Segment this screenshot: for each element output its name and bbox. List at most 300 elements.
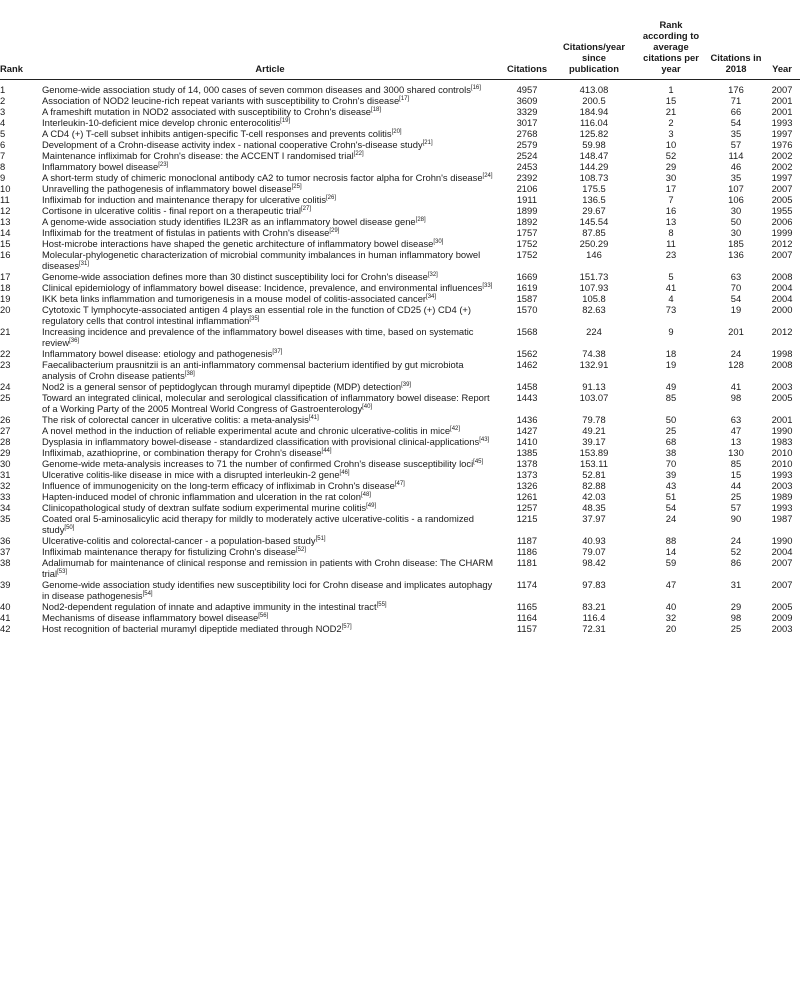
cell-rank-average: 5 (668, 270, 674, 282)
table-row (0, 414, 800, 425)
cell-citations-2018: 130 (728, 446, 744, 458)
article-title: Genome-wide association study identifies new susceptibility loci for Crohn disease and implicates autophagy in disease pathogenesis (42, 578, 493, 601)
cell-rank: 9 (0, 171, 6, 183)
cell-citations-2018: 201 (728, 325, 744, 337)
cell-citations-per-year: 49.21 (582, 424, 606, 436)
cell-citations: 1619 (516, 281, 538, 293)
cell-citations: 1165 (516, 600, 538, 612)
cell-article (40, 414, 500, 425)
cell-citations-per-year: 144.29 (579, 160, 609, 172)
cell-rank: 11 (0, 193, 10, 205)
cell-citations: 1436 (516, 413, 538, 425)
table-row (0, 535, 800, 546)
article-title: Host recognition of bacterial muramyl dipeptide mediated through NOD2 (42, 622, 342, 634)
cell-citations: 1899 (516, 204, 538, 216)
cell-year: 2000 (771, 303, 793, 315)
cell-article (40, 128, 500, 139)
cell-citations: 1186 (516, 545, 538, 557)
article-reference: [33] (482, 282, 493, 289)
cell-rank: 4 (0, 116, 6, 128)
cell-year: 1989 (771, 490, 793, 502)
table-row (0, 359, 800, 381)
cell-citations: 1587 (516, 292, 538, 304)
cell-rank: 22 (0, 347, 11, 359)
cell-citations: 2106 (516, 182, 538, 194)
article-title: Interleukin-10-deficient mice develop chronic enterocolitis (42, 116, 281, 128)
cell-rank: 35 (0, 512, 11, 524)
table-row (0, 128, 800, 139)
cell-citations-per-year: 29.67 (582, 204, 606, 216)
cell-rank: 10 (0, 182, 11, 194)
cell-article (40, 348, 500, 359)
article-reference: [57] (341, 623, 352, 630)
table-row (0, 95, 800, 106)
cell-rank-average: 13 (665, 215, 677, 227)
article-reference: [46] (339, 469, 350, 476)
cell-rank-average: 30 (665, 171, 677, 183)
cell-citations-per-year: 224 (586, 325, 602, 337)
article-reference: [24] (482, 172, 493, 179)
cell-year: 1993 (771, 116, 793, 128)
cell-article (40, 282, 500, 293)
article-reference: [23] (158, 161, 169, 168)
cell-rank: 31 (0, 468, 11, 480)
cell-rank-average: 32 (665, 611, 677, 623)
cell-article (40, 216, 500, 227)
cell-rank: 20 (0, 303, 11, 315)
cell-article (40, 425, 500, 436)
article-reference: [25] (291, 183, 302, 190)
cell-citations-2018: 57 (730, 501, 742, 513)
table-row (0, 546, 800, 557)
article-title: Genome-wide association study of 14, 000 cases of seven common diseases and 3000 shared controls (42, 83, 471, 95)
table-row (0, 117, 800, 128)
cell-citations-2018: 24 (730, 347, 742, 359)
table-row (0, 79, 800, 95)
cell-rank: 26 (0, 413, 11, 425)
cell-article (40, 359, 500, 381)
cell-citations: 1326 (516, 479, 538, 491)
cell-citations: 1443 (516, 391, 538, 403)
cell-year: 2010 (771, 457, 793, 469)
cell-citations-2018: 54 (730, 292, 742, 304)
cell-citations-2018: 90 (730, 512, 742, 524)
cell-rank: 23 (0, 358, 11, 370)
table-body (0, 79, 800, 634)
cell-article (40, 612, 500, 623)
article-title: A novel method in the induction of reliable experimental acute and chronic ulcerative-colitis in mice (42, 424, 451, 436)
cell-citations-per-year: 132.91 (579, 358, 609, 370)
article-title: Host-microbe interactions have shaped the genetic architecture of inflammatory bowel disease (42, 237, 434, 249)
cell-citations-per-year: 74.38 (582, 347, 606, 359)
table-row (0, 326, 800, 348)
article-reference: [50] (64, 524, 75, 531)
cell-citations: 1757 (516, 226, 538, 238)
article-reference: [31] (79, 260, 90, 267)
cell-citations: 1458 (516, 380, 538, 392)
cell-year: 2012 (771, 325, 793, 337)
cell-rank-average: 25 (665, 424, 677, 436)
article-title: Cortisone in ulcerative colitis - final report on a therapeutic trial (42, 204, 301, 216)
cell-year: 2007 (771, 578, 793, 590)
table-row (0, 238, 800, 249)
table-row (0, 458, 800, 469)
cell-article (40, 95, 500, 106)
cell-rank-average: 40 (665, 600, 677, 612)
article-title: Genome-wide meta-analysis increases to 71 the number of confirmed Crohn's disease susceptibility loci (42, 457, 474, 469)
article-reference: [20] (391, 128, 402, 135)
cell-article (40, 238, 500, 249)
cell-citations: 1157 (516, 622, 538, 634)
article-title: Unravelling the pathogenesis of inflammatory bowel disease (42, 182, 292, 194)
article-reference: [43] (479, 436, 490, 443)
article-title: The risk of colorectal cancer in ulcerative colitis: a meta-analysis (42, 413, 309, 425)
article-reference: [32] (427, 271, 438, 278)
cell-rank: 7 (0, 149, 6, 161)
cell-year: 2001 (771, 413, 793, 425)
article-reference: [22] (353, 150, 364, 157)
cell-citations: 2392 (516, 171, 538, 183)
table-row (0, 205, 800, 216)
cell-rank-average: 68 (665, 435, 677, 447)
cell-rank: 2 (0, 94, 6, 106)
article-reference: [34] (426, 293, 437, 300)
cell-rank: 40 (0, 600, 11, 612)
cell-year: 2008 (771, 358, 793, 370)
article-reference: [45] (473, 458, 484, 465)
article-reference: [26] (326, 194, 337, 201)
cell-article (40, 271, 500, 282)
article-reference: [38] (184, 370, 195, 377)
cell-rank: 42 (0, 622, 11, 634)
cell-article (40, 502, 500, 513)
cell-citations-per-year: 48.35 (582, 501, 606, 513)
table-row (0, 447, 800, 458)
cell-citations: 3609 (516, 94, 538, 106)
article-title: Inflammatory bowel disease (42, 160, 159, 172)
cell-citations: 1752 (516, 237, 538, 249)
cell-rank: 18 (0, 281, 11, 293)
cell-year: 1976 (771, 138, 793, 150)
cell-article (40, 205, 500, 216)
cell-citations-per-year: 151.73 (579, 270, 609, 282)
article-title: Coated oral 5-aminosalicylic acid therapy for mildly to moderately active ulcerative-colitis - a randomized study (42, 512, 474, 535)
cell-citations-2018: 136 (728, 248, 744, 260)
cell-year: 1993 (771, 468, 793, 480)
cell-rank-average: 18 (665, 347, 677, 359)
cell-year: 2002 (771, 160, 793, 172)
table-row (0, 392, 800, 414)
cell-rank-average: 70 (665, 457, 677, 469)
cell-article (40, 194, 500, 205)
cell-rank-average: 17 (665, 182, 677, 194)
cell-rank-average: 51 (665, 490, 677, 502)
cell-year: 2005 (771, 391, 793, 403)
cell-citations-2018: 47 (730, 424, 742, 436)
table-row (0, 249, 800, 271)
cell-rank-average: 1 (668, 83, 674, 95)
article-reference: [49] (366, 502, 377, 509)
article-title: Adalimumab for maintenance of clinical response and remission in patients with Crohn disease: The CHARM trial (42, 556, 494, 579)
cell-rank: 32 (0, 479, 11, 491)
table-row (0, 623, 800, 634)
table-row (0, 348, 800, 359)
cell-citations-per-year: 82.63 (582, 303, 606, 315)
cell-citations: 1164 (516, 611, 538, 623)
cell-citations-2018: 70 (730, 281, 742, 293)
cell-rank-average: 9 (668, 325, 674, 337)
article-reference: [28] (415, 216, 426, 223)
cell-citations-per-year: 72.31 (582, 622, 606, 634)
cell-year: 1983 (771, 435, 793, 447)
cell-year: 2010 (771, 446, 793, 458)
cell-article (40, 513, 500, 535)
cell-rank: 24 (0, 380, 11, 392)
cell-citations-2018: 85 (730, 457, 742, 469)
cell-citations-per-year: 82.88 (582, 479, 606, 491)
cell-citations-per-year: 37.97 (582, 512, 606, 524)
cell-article (40, 546, 500, 557)
cell-citations-per-year: 148.47 (579, 149, 609, 161)
cell-citations-per-year: 250.29 (579, 237, 609, 249)
article-title: A frameshift mutation in NOD2 associated with susceptibility to Crohn's disease (42, 105, 372, 117)
cell-citations-per-year: 146 (586, 248, 602, 260)
cell-citations-per-year: 116.04 (580, 116, 608, 128)
cell-rank-average: 20 (665, 622, 677, 634)
cell-year: 2004 (771, 292, 793, 304)
cell-citations-2018: 25 (730, 490, 742, 502)
cell-citations: 1562 (516, 347, 538, 359)
cell-citations: 2524 (516, 149, 538, 161)
cell-rank: 33 (0, 490, 11, 502)
cell-article (40, 183, 500, 194)
header-rank-average: Rank according to average citations per year (634, 0, 708, 79)
article-title: Molecular-phylogenetic characterization of microbial community imbalances in human inflammatory bowel diseases (42, 248, 481, 271)
table-row (0, 227, 800, 238)
cell-citations-per-year: 39.17 (582, 435, 606, 447)
article-reference: [16] (470, 84, 481, 91)
cell-citations: 3017 (516, 116, 538, 128)
cell-citations-2018: 66 (730, 105, 742, 117)
cell-year: 2002 (771, 149, 793, 161)
cell-year: 1990 (771, 424, 793, 436)
cell-rank-average: 15 (665, 94, 677, 106)
article-title: Clinicopathological study of dextran sulfate sodium experimental murine colitis (42, 501, 367, 513)
cell-rank-average: 50 (665, 413, 677, 425)
article-reference: [39] (401, 381, 412, 388)
cell-citations: 1911 (516, 193, 538, 205)
cell-citations-2018: 114 (728, 149, 744, 161)
cell-rank: 16 (0, 248, 11, 260)
cell-rank: 27 (0, 424, 11, 436)
cell-rank: 3 (0, 105, 6, 117)
cell-citations-2018: 128 (728, 358, 744, 370)
article-reference: [56] (258, 612, 269, 619)
cell-article (40, 623, 500, 634)
cell-rank: 28 (0, 435, 11, 447)
table-row (0, 491, 800, 502)
cell-rank-average: 43 (665, 479, 677, 491)
article-title: Clinical epidemiology of inflammatory bowel disease: Incidence, prevalence, and environmental influences (42, 281, 483, 293)
article-title: Inflammatory bowel disease: etiology and pathogenesis (42, 347, 273, 359)
cell-citations-per-year: 87.85 (582, 226, 606, 238)
cell-rank-average: 16 (665, 204, 677, 216)
table-row (0, 502, 800, 513)
cell-year: 2007 (771, 556, 793, 568)
cell-article (40, 117, 500, 128)
article-title: Influence of immunogenicity on the long-term efficacy of infliximab in Crohn's disease (42, 479, 395, 491)
cell-article (40, 447, 500, 458)
table-row (0, 282, 800, 293)
cell-rank-average: 49 (665, 380, 677, 392)
cell-year: 2003 (771, 479, 793, 491)
cell-year: 2001 (771, 94, 793, 106)
article-title: Cytotoxic T lymphocyte-associated antigen 4 plays an essential role in the function of CD25 (+) CD4 (+) regulatory cells that control intestinal inflammation (42, 303, 472, 326)
cell-citations: 1892 (516, 215, 538, 227)
cell-citations: 1462 (516, 358, 538, 370)
cell-year: 1990 (771, 534, 793, 546)
cell-citations-2018: 31 (730, 578, 742, 590)
table-row (0, 304, 800, 326)
cell-rank-average: 14 (665, 545, 677, 557)
cell-year: 1987 (771, 512, 793, 524)
cell-article (40, 79, 500, 95)
cell-article (40, 381, 500, 392)
cell-article (40, 150, 500, 161)
cell-citations: 2453 (516, 160, 538, 172)
cell-citations: 1187 (516, 534, 538, 546)
table-header-row (0, 0, 800, 79)
cell-article (40, 161, 500, 172)
article-title: Nod2 is a general sensor of peptidoglycan through muramyl dipeptide (MDP) detection (42, 380, 402, 392)
cell-article (40, 480, 500, 491)
cell-rank: 19 (0, 292, 11, 304)
cell-year: 2005 (771, 193, 793, 205)
cell-citations-per-year: 175.5 (582, 182, 606, 194)
cell-citations: 1174 (516, 578, 538, 590)
article-title: Infliximab maintenance therapy for fistulizing Crohn's disease (42, 545, 296, 557)
cell-year: 1998 (771, 347, 793, 359)
cell-article (40, 249, 500, 271)
cell-article (40, 392, 500, 414)
cell-year: 2008 (771, 270, 793, 282)
cell-citations-2018: 30 (730, 226, 742, 238)
cell-citations-2018: 35 (730, 127, 742, 139)
cell-citations: 2768 (516, 127, 538, 139)
cell-year: 2005 (771, 600, 793, 612)
cell-citations-per-year: 108.73 (579, 171, 609, 183)
cell-rank: 38 (0, 556, 11, 568)
cell-article (40, 436, 500, 447)
cell-rank: 5 (0, 127, 6, 139)
cell-year: 2012 (771, 237, 793, 249)
table-row (0, 183, 800, 194)
cell-rank-average: 52 (665, 149, 677, 161)
cell-rank: 36 (0, 534, 11, 546)
article-title: Faecalibacterium prausnitzii is an anti-inflammatory commensal bacterium identified by gut microbiota analysis of Crohn disease patients (42, 358, 464, 381)
article-title: Infliximab for induction and maintenance therapy for ulcerative colitis (42, 193, 327, 205)
cell-citations: 1427 (516, 424, 538, 436)
article-reference: [37] (272, 348, 283, 355)
article-title: A short-term study of chimeric monoclonal antibody cA2 to tumor necrosis factor alpha for Crohn's disease (42, 171, 483, 183)
cell-rank: 17 (0, 270, 11, 282)
article-reference: [44] (321, 447, 332, 454)
cell-citations: 1181 (516, 556, 538, 568)
cell-rank: 37 (0, 545, 11, 557)
cell-citations: 1378 (516, 457, 538, 469)
cell-rank-average: 88 (665, 534, 677, 546)
table-row (0, 557, 800, 579)
cell-rank-average: 85 (665, 391, 677, 403)
cell-rank-average: 8 (668, 226, 674, 238)
article-reference: [52] (296, 546, 307, 553)
article-reference: [47] (394, 480, 405, 487)
cell-citations-2018: 46 (730, 160, 742, 172)
article-reference: [53] (57, 568, 68, 575)
article-title: Dysplasia in inflammatory bowel-disease - standardized classification with provisional clinical-applications (42, 435, 480, 447)
cell-citations: 1570 (516, 303, 538, 315)
cell-year: 1999 (771, 226, 793, 238)
article-reference: [30] (433, 238, 444, 245)
cell-year: 2007 (771, 182, 793, 194)
cell-citations-per-year: 116.4 (582, 611, 606, 623)
cell-article (40, 469, 500, 480)
article-reference: [21] (422, 139, 433, 146)
header-article: Article (40, 0, 500, 79)
cell-rank: 8 (0, 160, 6, 172)
article-reference: [48] (360, 491, 371, 498)
article-reference: [41] (308, 414, 319, 421)
table-row (0, 612, 800, 623)
article-reference: [18] (371, 106, 382, 113)
article-title: Ulcerative-colitis and colorectal-cancer - a population-based study (42, 534, 316, 546)
cell-rank: 13 (0, 215, 11, 227)
cell-citations-per-year: 97.83 (582, 578, 606, 590)
cell-year: 2003 (771, 622, 793, 634)
cell-citations: 1568 (516, 325, 538, 337)
article-title: Association of NOD2 leucine-rich repeat variants with susceptibility to Crohn's disease (42, 94, 400, 106)
cell-citations-2018: 13 (730, 435, 742, 447)
cell-year: 1997 (771, 127, 793, 139)
cell-rank: 30 (0, 457, 11, 469)
cell-citations: 1261 (516, 490, 538, 502)
cell-year: 1993 (771, 501, 793, 513)
cell-citations-2018: 57 (730, 138, 742, 150)
article-reference: [51] (315, 535, 326, 542)
cell-rank-average: 47 (665, 578, 677, 590)
table-row (0, 139, 800, 150)
cell-citations-2018: 106 (728, 193, 744, 205)
cell-rank-average: 54 (665, 501, 677, 513)
article-reference: [29] (329, 227, 340, 234)
cell-citations-per-year: 125.82 (579, 127, 609, 139)
cell-citations: 4957 (516, 83, 538, 95)
header-year: Year (764, 0, 800, 79)
article-title: Genome-wide association defines more than 30 distinct susceptibility loci for Crohn's disease (42, 270, 428, 282)
cell-article (40, 227, 500, 238)
table-row (0, 480, 800, 491)
cell-rank: 29 (0, 446, 11, 458)
cell-article (40, 601, 500, 612)
cell-citations-per-year: 52.81 (582, 468, 606, 480)
article-title: Infliximab for the treatment of fistulas in patients with Crohn's disease (42, 226, 330, 238)
cell-citations-2018: 41 (730, 380, 742, 392)
cell-rank-average: 11 (666, 237, 676, 249)
table-row (0, 513, 800, 535)
article-title: IKK beta links inflammation and tumorigenesis in a mouse model of colitis-associated cancer (42, 292, 427, 304)
cell-rank-average: 4 (668, 292, 674, 304)
article-reference: [27] (300, 205, 311, 212)
